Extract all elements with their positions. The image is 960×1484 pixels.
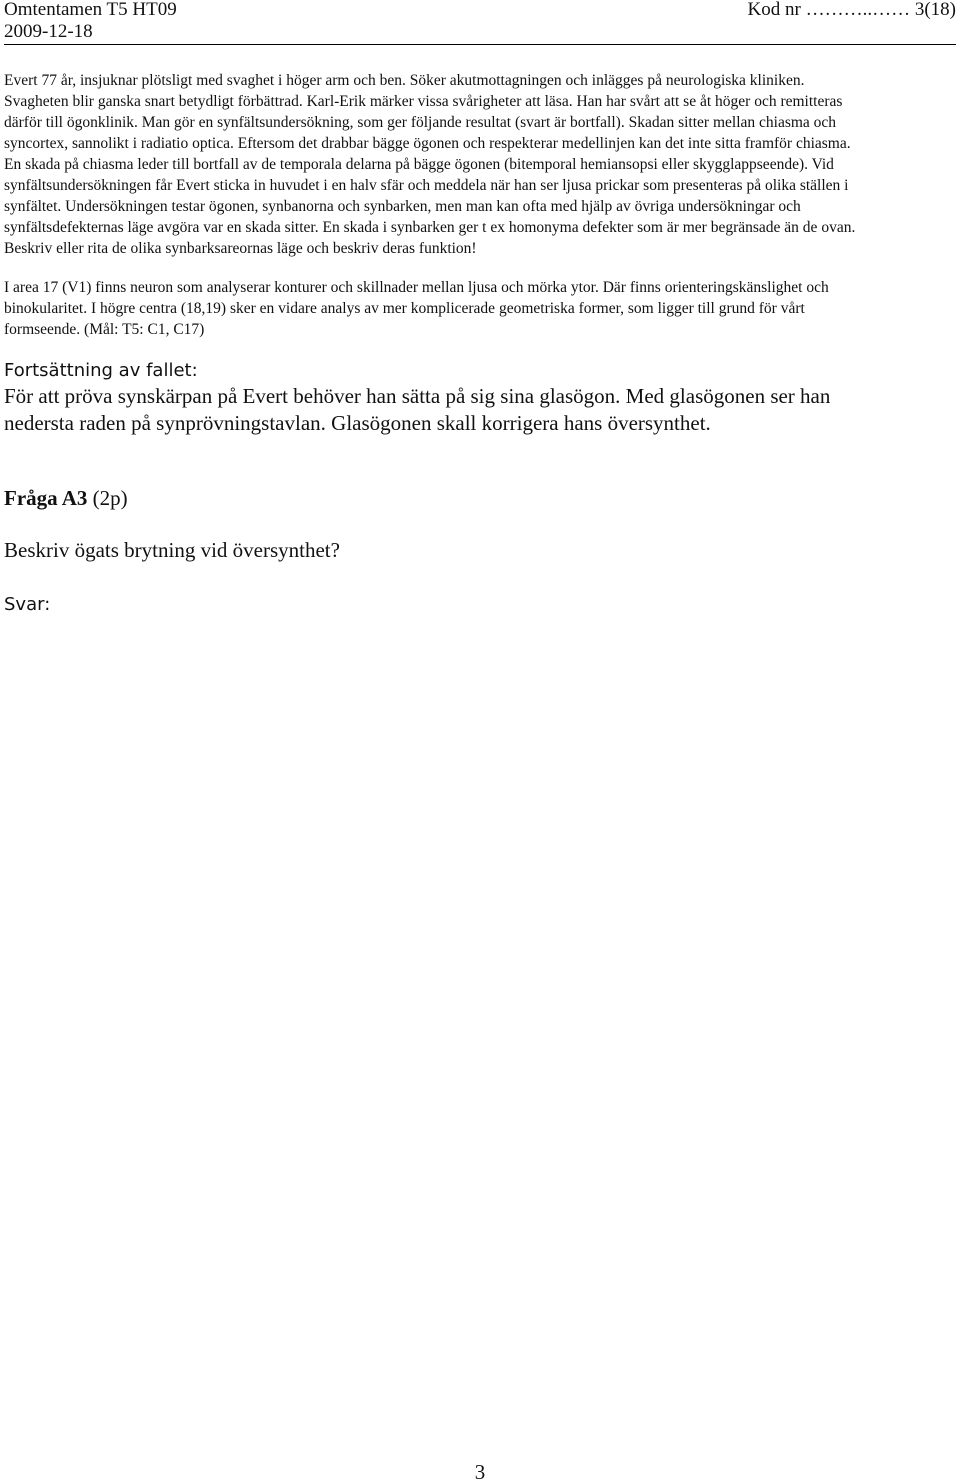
question-label: Fråga A3 bbox=[4, 486, 88, 510]
answer-text bbox=[4, 277, 960, 340]
page-header bbox=[4, 0, 956, 45]
case-line: synfältsdefekternas läge avgöra var en skada sitter. En skada i synbarken ger t ex homonyma defekter som är mer begränsade än de ovan. bbox=[4, 219, 856, 236]
question-points: (2p) bbox=[92, 486, 128, 510]
case-line: Svagheten blir ganska snart betydligt förbättrad. Karl-Erik märker vissa svårigheter att läsa. Han har svårt att se åt höger och remitteras bbox=[4, 93, 843, 110]
case-description bbox=[4, 70, 960, 259]
exam-date: 2009-12-18 bbox=[4, 21, 93, 42]
answer-label: Svar: bbox=[4, 594, 51, 615]
case-line: Beskriv eller rita de olika synbarksareornas läge och beskriv deras funktion! bbox=[4, 240, 477, 257]
exam-title: Omtentamen T5 HT09 bbox=[4, 0, 177, 20]
continuation-text bbox=[4, 383, 960, 437]
page-number: 3 bbox=[474, 1460, 486, 1484]
question-text: Beskriv ögats brytning vid översynthet? bbox=[4, 538, 340, 562]
answer-line: binokularitet. I högre centra (18,19) sker en vidare analys av mer komplicerade geometriska former, som ligger till grund för vårt bbox=[4, 300, 805, 317]
case-line: Evert 77 år, insjuknar plötsligt med svaghet i höger arm och ben. Söker akutmottagningen och inlägges på neurologiska kliniken. bbox=[4, 72, 805, 89]
answer-line: formseende. (Mål: T5: C1, C17) bbox=[4, 321, 205, 338]
continuation-line: nedersta raden på synprövningstavlan. Glasögonen skall korrigera hans översynthet. bbox=[4, 411, 711, 435]
case-line: En skada på chiasma leder till bortfall av de temporala delarna på bägge ögonen (bitemporal hemiansopsi eller skygglappseende). Vid bbox=[4, 156, 834, 173]
continuation-line: För att pröva synskärpan på Evert behöver han sätta på sig sina glasögon. Med glasögonen ser han bbox=[4, 384, 831, 408]
answer-line: I area 17 (V1) finns neuron som analyserar konturer och skillnader mellan ljusa och mörka ytor. Där finns orienteringskänslighet och bbox=[4, 279, 829, 296]
continuation-heading: Fortsättning av fallet: bbox=[4, 360, 198, 381]
question-title bbox=[4, 485, 128, 511]
case-line: synfältsundersökningen får Evert sticka in huvudet i en halv sfär och meddela när han ser ljusa prickar som presenteras på olika ställen i bbox=[4, 177, 849, 194]
code-number-field: Kod nr ………..…… 3(18) bbox=[747, 0, 956, 20]
case-line: synfältet. Undersökningen testar ögonen, synbanorna och synbarken, men man kan ofta med hjälp av övriga undersökningar och bbox=[4, 198, 801, 215]
case-line: därför till ögonklinik. Man gör en synfältsundersökning, som ger följande resultat (svart är bortfall). Skadan sitter mellan chiasma och bbox=[4, 114, 837, 131]
case-line: syncortex, sannolikt i radiatio optica. Eftersom det drabbar bägge ögonen och respekterar medellinjen kan det inte sitta framför chiasma. bbox=[4, 135, 851, 152]
